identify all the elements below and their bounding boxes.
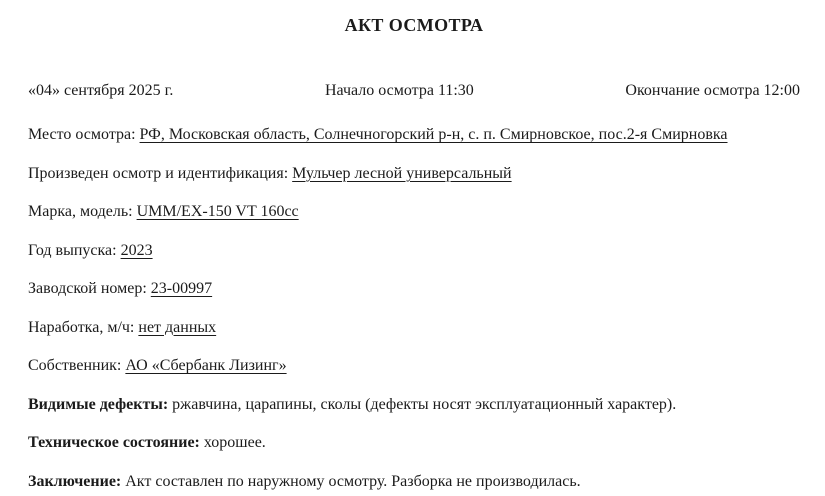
field-label: Заключение: <box>28 472 126 490</box>
field-row <box>28 126 800 144</box>
field-value: UMM/EX-150 VT 160cc <box>136 203 299 220</box>
field-value: нет данных <box>138 318 217 336</box>
field-label: Год выпуска: <box>28 241 121 259</box>
field-label: Видимые дефекты: <box>28 395 173 413</box>
field-label: Место осмотра: <box>28 126 140 143</box>
field-row <box>28 165 800 183</box>
field-value: 23-00997 <box>150 280 213 297</box>
field-label: Произведен осмотр и идентификация: <box>28 164 293 182</box>
field-label: Наработка, м/ч: <box>28 318 139 336</box>
field-label: Марка, модель: <box>28 203 137 220</box>
field-value: АО «Сбербанк Лизинг» <box>125 357 287 374</box>
fields-section <box>28 126 800 491</box>
inspection-start-time: Начало осмотра 11:30 <box>324 82 474 99</box>
field-row <box>28 357 800 375</box>
inspection-date: «04» сентября 2025 г. <box>28 82 174 99</box>
field-value: 2023 <box>120 241 153 259</box>
field-label: Заводской номер: <box>28 280 151 297</box>
field-value: РФ, Московская область, Солнечногорский р-н, с. п. Смирновское, пос.2-я Смирновка <box>139 126 728 143</box>
field-label: Собственник: <box>28 357 126 374</box>
field-label: Техническое состояние: <box>28 434 204 451</box>
header-row <box>28 82 800 100</box>
field-row <box>28 319 800 337</box>
field-value: Мульчер лесной универсальный <box>292 164 512 182</box>
field-row <box>28 203 800 221</box>
field-row <box>28 473 800 491</box>
field-row <box>28 434 800 452</box>
field-row <box>28 280 800 298</box>
field-value: хорошее. <box>203 434 266 451</box>
field-row <box>28 396 800 414</box>
field-value: Акт составлен по наружному осмотру. Разборка не производилась. <box>125 472 581 490</box>
field-row <box>28 242 800 260</box>
inspection-end-time: Окончание осмотра 12:00 <box>625 82 800 99</box>
field-value: ржавчина, царапины, сколы (дефекты носят эксплуатационный характер). <box>172 395 677 413</box>
document-title: АКТ ОСМОТРА <box>344 15 484 35</box>
